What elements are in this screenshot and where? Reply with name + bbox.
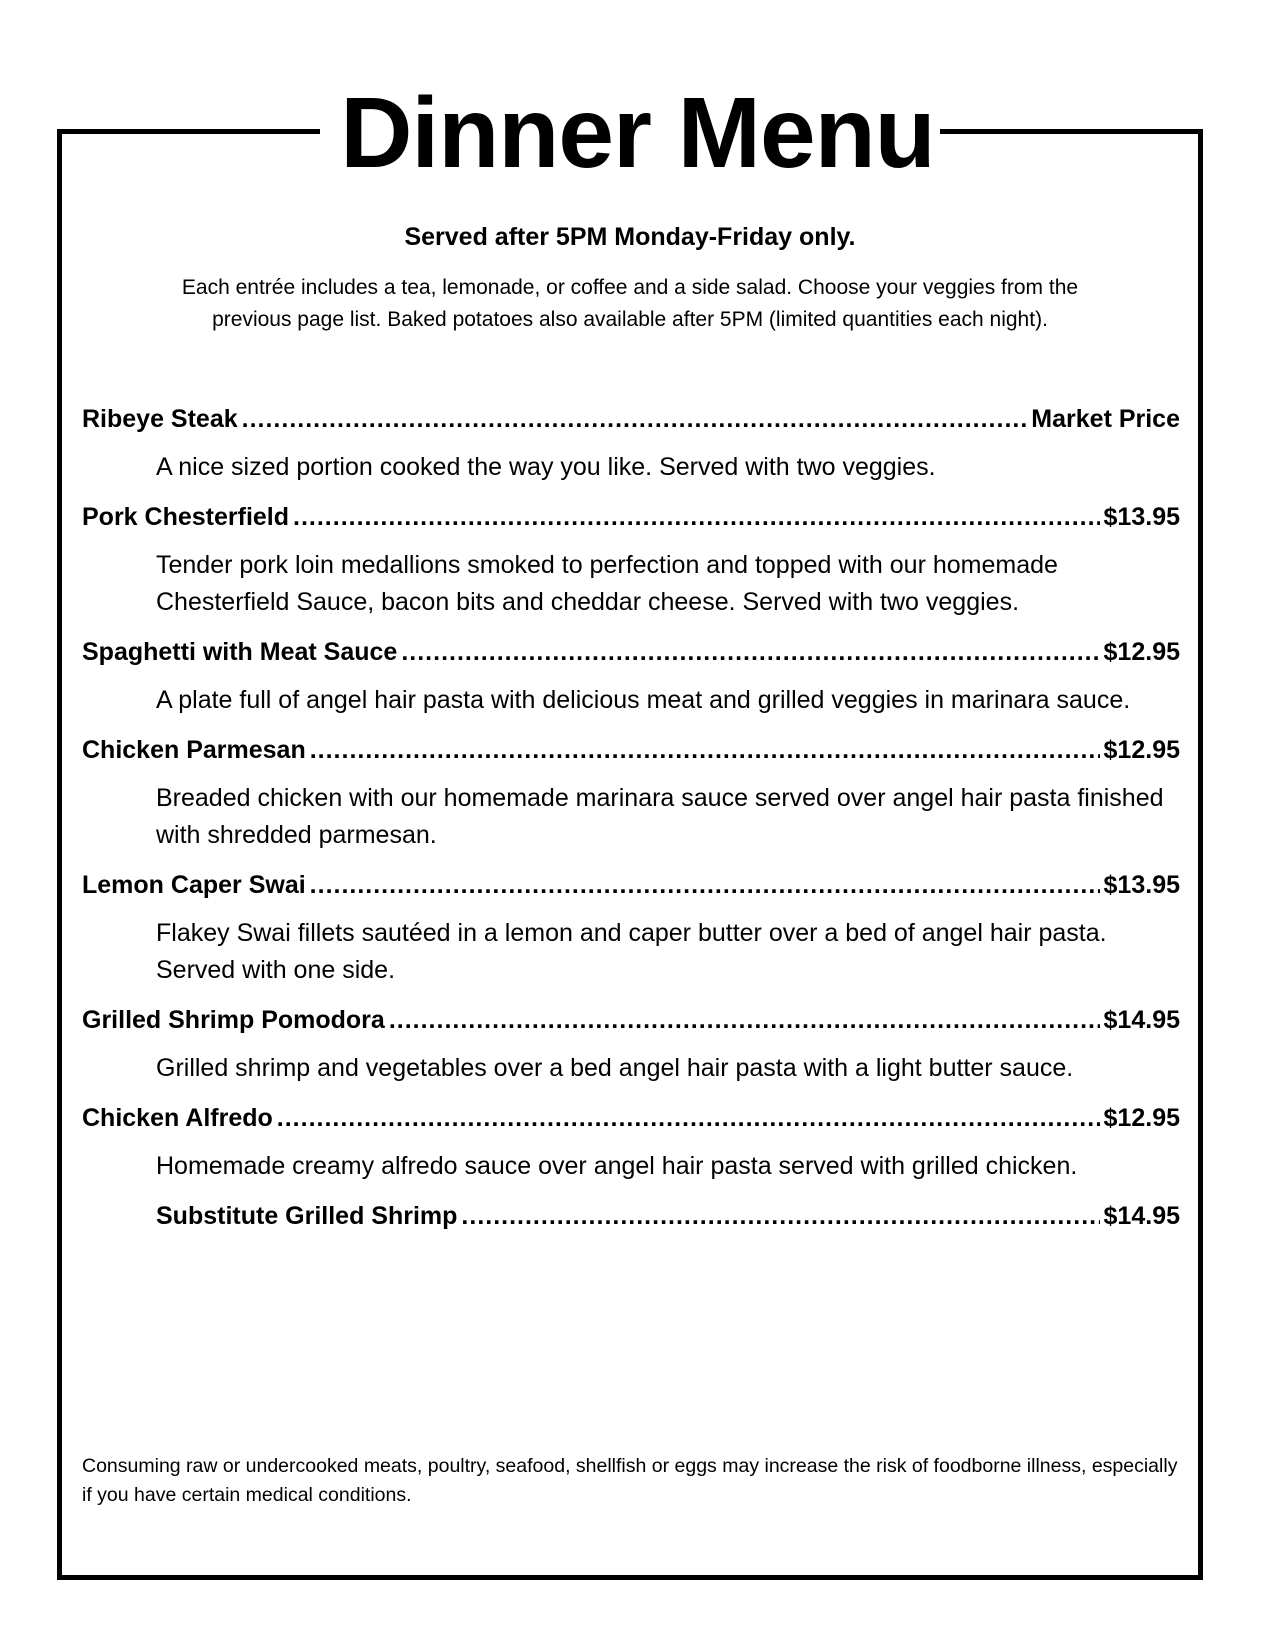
item-price: $14.95 [1103, 1006, 1180, 1034]
dot-leader [461, 1198, 1099, 1234]
dot-leader [293, 499, 1100, 535]
menu-item-header [82, 634, 1180, 670]
item-price: $13.95 [1103, 503, 1180, 531]
page-title: Dinner Menu [340, 77, 935, 189]
item-price: $12.95 [1103, 736, 1180, 764]
item-name: Ribeye Steak [82, 405, 238, 433]
menu-item-grilled-shrimp-pomodora [82, 1002, 1180, 1087]
dot-leader [310, 732, 1100, 768]
substitute-price: $14.95 [1103, 1202, 1180, 1230]
item-description: Breaded chicken with our homemade marinara sauce served over angel hair pasta finished with shredded parmesan. [156, 784, 1164, 849]
serving-hours: Served after 5PM Monday-Friday only. [404, 223, 856, 251]
substitute-grilled-shrimp-option [156, 1198, 1180, 1234]
item-name: Lemon Caper Swai [82, 871, 306, 899]
item-name: Chicken Parmesan [82, 736, 306, 764]
item-price: $12.95 [1103, 1104, 1180, 1132]
menu-item-ribeye-steak [82, 401, 1180, 486]
menu-item-header [82, 867, 1180, 903]
dot-leader [389, 1002, 1100, 1038]
item-description: A nice sized portion cooked the way you like. Served with two veggies. [156, 453, 936, 481]
menu-item-header [82, 732, 1180, 768]
menu-item-header [82, 1002, 1180, 1038]
food-safety-disclaimer: Consuming raw or undercooked meats, poultry, seafood, shellfish or eggs may increase the risk of foodborne illness, especially if you have certain medical conditions. [82, 1455, 1178, 1506]
item-name: Pork Chesterfield [82, 503, 290, 531]
menu-item-lemon-caper-swai [82, 867, 1180, 989]
item-description: Grilled shrimp and vegetables over a bed angel hair pasta with a light butter sauce. [156, 1054, 1074, 1082]
menu-items-list [82, 401, 1180, 1234]
dot-leader [242, 401, 1028, 437]
intro-line-2: previous page list. Baked potatoes also available after 5PM (limited quantities each night). [212, 308, 1048, 331]
item-name: Grilled Shrimp Pomodora [82, 1006, 385, 1034]
item-description: Flakey Swai fillets sautéed in a lemon and caper butter over a bed of angel hair pasta. Served with one side. [156, 919, 1107, 984]
item-description: Tender pork loin medallions smoked to perfection and topped with our homemade Chesterfield Sauce, bacon bits and cheddar cheese. Served with two veggies. [156, 551, 1058, 616]
menu-item-chicken-parmesan [82, 732, 1180, 854]
intro-line-1: Each entrée includes a tea, lemonade, or coffee and a side salad. Choose your veggies from the [181, 276, 1079, 299]
menu-item-chicken-alfredo [82, 1100, 1180, 1185]
item-price: $13.95 [1103, 871, 1180, 899]
menu-item-pork-chesterfield [82, 499, 1180, 621]
item-price: Market Price [1031, 405, 1180, 433]
item-price: $12.95 [1103, 638, 1180, 666]
menu-item-spaghetti-meat-sauce [82, 634, 1180, 719]
item-name: Spaghetti with Meat Sauce [82, 638, 398, 666]
item-description: A plate full of angel hair pasta with delicious meat and grilled veggies in marinara sauce. [156, 686, 1131, 714]
item-description: Homemade creamy alfredo sauce over angel hair pasta served with grilled chicken. [156, 1152, 1078, 1180]
dot-leader [401, 634, 1099, 670]
menu-item-header [82, 401, 1180, 437]
item-name: Chicken Alfredo [82, 1104, 273, 1132]
dot-leader [277, 1100, 1100, 1136]
dot-leader [310, 867, 1100, 903]
entree-includes-note [90, 272, 1170, 336]
menu-item-header [82, 499, 1180, 535]
menu-item-header [82, 1100, 1180, 1136]
substitute-name: Substitute Grilled Shrimp [156, 1202, 458, 1230]
